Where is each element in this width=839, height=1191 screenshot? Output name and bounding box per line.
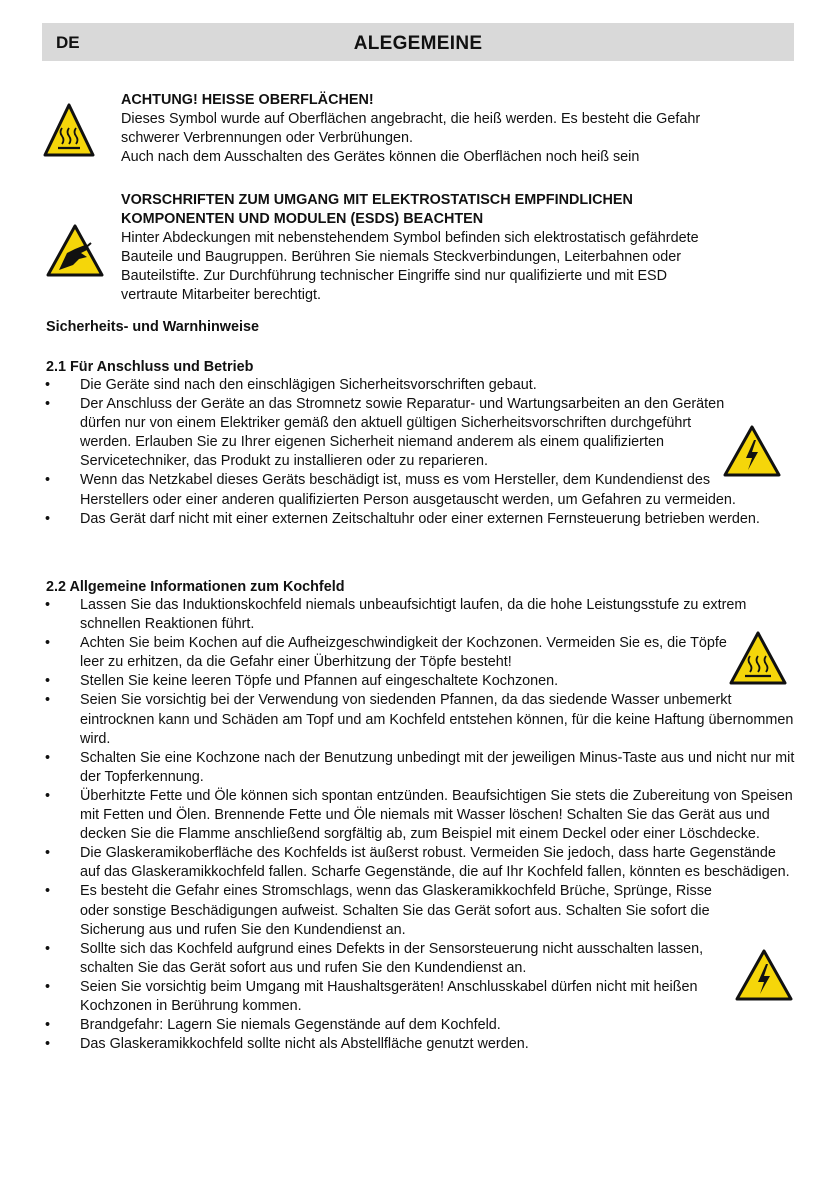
list-item: • Der Anschluss der Geräte an das Stromnetz sowie Reparatur- und Wartungsarbeiten an den Geräten dürfen nur von einem Elektriker gemäß den aktuell gültigen Sicherheitsvorschriften durchgeführt werden. Erlauben Sie zu Ihrer eigenen Sicherheit niemand anderem als einem qualifizierten Servicetechniker, das Produkt zu installieren oder zu reparieren.	[42, 395, 796, 471]
list-item: • Es besteht die Gefahr eines Stromschlags, wenn das Glaskeramikkochfeld Brüche, Sprünge, Risse oder sonstige Beschädigungen aufweist. Schalten Sie das Gerät sofort aus. Schalten Sie sofort die Sicherung aus und rufen Sie den Kundendienst an.	[42, 882, 796, 939]
hot-surface-line: Dieses Symbol wurde auf Oberflächen angebracht, die heiß werden. Es besteht die Gefahr	[121, 111, 701, 127]
hot-surface-title: ACHTUNG! HEISSE OBERFLÄCHEN!	[121, 92, 374, 108]
hot-surface-warning-icon	[43, 102, 95, 158]
electric-shock-warning-icon	[734, 948, 794, 1002]
hot-surface-warning	[121, 91, 801, 167]
list-item: • Das Gerät darf nicht mit einer externen Zeitschaltuhr oder einer externen Fernsteuerung betrieben werden.	[42, 510, 796, 529]
list-item: • Brandgefahr: Lagern Sie niemals Gegenstände auf dem Kochfeld.	[42, 1016, 796, 1035]
list-item: • Überhitzte Fette und Öle können sich spontan entzünden. Beaufsichtigen Sie stets die Zubereitung von Speisen mit Fetten und Ölen. Brennende Fette und Öle niemals mit Wasser löschen! Schalten Sie das Gerät aus und decken Sie die Flamme anschließend sorgfältig ab, zum Beispiel mit einem Deckel oder einer Löschdecke.	[42, 787, 796, 844]
list-item: • Lassen Sie das Induktionskochfeld niemals unbeaufsichtigt laufen, da die hohe Leistungsstufe zu extrem schnellen Reaktionen führt.	[42, 596, 796, 634]
section-2-2-list	[42, 596, 796, 1054]
electric-shock-warning-icon	[722, 424, 782, 478]
list-item: • Schalten Sie eine Kochzone nach der Benutzung unbedingt mit der jeweiligen Minus-Taste aus und nicht nur mit der Topferkennung.	[42, 749, 796, 787]
esd-line: Bauteile und Baugruppen. Berühren Sie niemals Steckverbindungen, Leiterbahnen oder	[121, 249, 682, 265]
hot-surface-line: schwerer Verbrennungen oder Verbrühungen.	[121, 130, 414, 146]
list-item: • Achten Sie beim Kochen auf die Aufheizgeschwindigkeit der Kochzonen. Vermeiden Sie es, die Töpfe leer zu erhitzen, da die Gefahr einer Überhitzung der Töpfe besteht!	[42, 634, 796, 672]
list-item: • Seien Sie vorsichtig bei der Verwendung von siedenden Pfannen, da das siedende Wasser unbemerkt eintrocknen kann und Schäden am Topf und am Kochfeld entstehen können, für die keine Haftung übernommen wird.	[42, 691, 796, 748]
esd-line: Hinter Abdeckungen mit nebenstehendem Symbol befinden sich elektrostatisch gefährdete	[121, 230, 699, 246]
safety-heading: Sicherheits- und Warnhinweise	[46, 319, 259, 335]
list-item: • Die Glaskeramikoberfläche des Kochfelds ist äußerst robust. Vermeiden Sie jedoch, dass harte Gegenstände auf das Glaskeramikkochfeld fallen. Scharfe Gegenstände, die auf Ihr Kochfeld fallen, könnten es beschädigen.	[42, 844, 796, 882]
list-item: • Stellen Sie keine leeren Töpfe und Pfannen auf eingeschaltete Kochzonen.	[42, 672, 796, 691]
page-header	[42, 23, 794, 61]
section-heading: 2.1 Für Anschluss und Betrieb	[46, 359, 254, 375]
list-item: • Die Geräte sind nach den einschlägigen Sicherheitsvorschriften gebaut.	[42, 376, 796, 395]
list-item: • Seien Sie vorsichtig beim Umgang mit Haushaltsgeräten! Anschlusskabel dürfen nicht mit heißen Kochzonen in Berührung kommen.	[42, 978, 796, 1016]
page-title: ALEGEMEINE	[353, 33, 483, 54]
esd-warning-icon	[45, 223, 105, 278]
list-item: • Sollte sich das Kochfeld aufgrund eines Defekts in der Sensorsteuerung nicht ausschalten lassen, schalten Sie das Gerät sofort aus und rufen Sie den Kundendienst an.	[42, 940, 796, 978]
esd-title: VORSCHRIFTEN ZUM UMGANG MIT ELEKTROSTATISCH EMPFINDLICHEN	[121, 192, 633, 208]
language-code: DE	[56, 33, 80, 52]
section-2-1-list	[42, 376, 796, 529]
list-item: • Das Glaskeramikkochfeld sollte nicht als Abstellfläche genutzt werden.	[42, 1035, 796, 1054]
esd-warning	[121, 191, 801, 305]
esd-line: vertraute Mitarbeiter berechtigt.	[121, 287, 321, 303]
esd-title: KOMPONENTEN UND MODULEN (ESDS) BEACHTEN	[121, 211, 484, 227]
hot-surface-line: Auch nach dem Ausschalten des Gerätes können die Oberflächen noch heiß sein	[121, 149, 640, 165]
list-item: • Wenn das Netzkabel dieses Geräts beschädigt ist, muss es vom Hersteller, dem Kundendienst des Herstellers oder einer anderen qualifizierten Person ausgetauscht werden, um Gefahren zu vermeiden.	[42, 471, 796, 509]
hot-surface-warning-icon	[728, 630, 788, 686]
esd-line: Bauteilstifte. Zur Durchführung technischer Eingriffe sind nur qualifizierte und mit ESD	[121, 268, 668, 284]
section-heading: 2.2 Allgemeine Informationen zum Kochfeld	[46, 579, 345, 595]
